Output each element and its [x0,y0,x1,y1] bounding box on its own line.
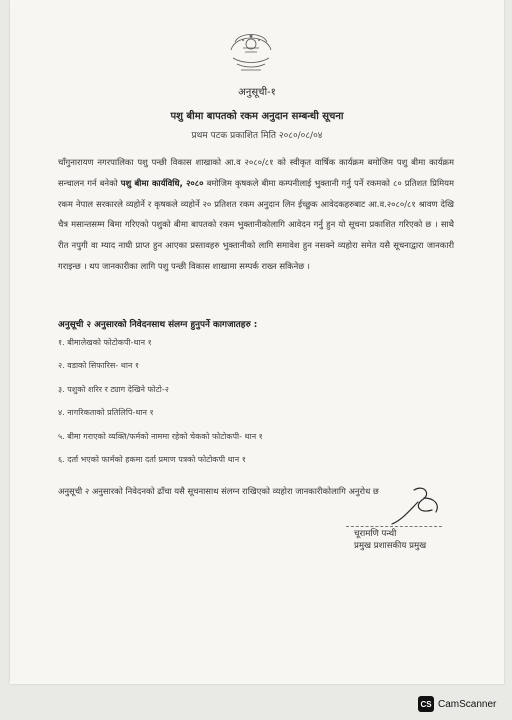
list-item: ५. बीमा गराएको व्यक्ति/फर्मको नाममा रहेको चेकको फोटोकपी- थान १ [58,431,263,441]
signature-line [346,526,442,527]
list-item: ३. पशुको शरिर र ट्याग देखिने फोटो-२ [58,384,169,394]
notice-body [58,152,454,277]
list-item: १. बीमालेखको फोटोकपी-थान १ [58,338,152,347]
requirements-list [58,336,458,476]
camscanner-icon: CS [418,696,434,712]
signer-name: चूरामणि पन्थी [354,529,397,539]
municipality-emblem-icon [221,24,281,80]
publication-date: प्रथम पटक प्रकाशित मिति २०८०/०८/०४ [191,131,323,141]
list-item: २. वडाको सिफारिस- थान १ [58,361,140,371]
body-text-bold: पशु बीमा कार्यविधि, २०८० [120,177,204,188]
notice-title: पशु बीमा बापतको रकम अनुदान सम्बन्धी सूचना [170,111,344,122]
body-text-part1: चाँगुनारायण नगरपालिका पशु पन्छी विकास शाखाको आ.व २०८०/८१ को स्वीकृत वार्षिक कार्यक्रम बमोजिम पशु बीमा कार्यक्रम सन्चालन गर्न बनेको [58,157,454,188]
closing-text: अनुसूची २ अनुसारको निवेदनको ढाँचा यसै सूचनासाथ संलग्न राखिएको व्यहोरा जानकारीकोलागि अनुरोध छ [58,486,379,496]
signer-block [354,528,426,552]
list-item: ६. दर्ता भएको फार्मको हकमा दर्ता प्रमाण पत्रको फोटोकपी थान १ [58,454,246,464]
camscanner-label: CamScanner [438,698,497,710]
body-text-part2: बमोजिम कृषकले बीमा कम्पनीलाई भुक्तानी गर्नु पर्ने रकमको ८० प्रतिशत प्रिमियम रकम नेपाल सरकारले व्यहोर्ने र कृषकले व्यहोर्ने २० प्रतिशत रकम अनुदान लिन ईच्छुक आवेदकहरुबाट आ.व.२०८०/८१ श्रावण देखि चैत्र मसान्तसम्म बिमा गरिएको पशुको बीमा बापतको रकम भुक्तानीकोलागि आवेदन गर्नु हुन यो सूचना प्रकाशित गरिएको छ । साथै रीत नपुगी वा म्याद नाघी प्राप्त हुन आएका प्रस्तावहरु भुक्तानीको लागि समावेश हुन नसक्ने व्यहोरा समेत यसै सूचनाद्वारा जानकारी गराइन्छ । थप जानकारीका लागि पशु पन्छी विकास शाखामा सम्पर्क राख्न सकिनेछ । [58,177,454,271]
signature-icon [374,484,454,526]
signer-role: प्रमुख प्रशासकीय प्रमुख [354,541,427,551]
camscanner-watermark [418,696,496,712]
annex-label: अनुसूची-१ [238,87,276,98]
document-page [10,0,504,684]
requirements-heading: अनुसूची २ अनुसारको निवेदनसाथ संलग्न हुनुपर्ने कागजातहरु : [58,320,258,330]
list-item: ४. नागरिकताको प्रतिलिपि-थान १ [58,408,154,418]
